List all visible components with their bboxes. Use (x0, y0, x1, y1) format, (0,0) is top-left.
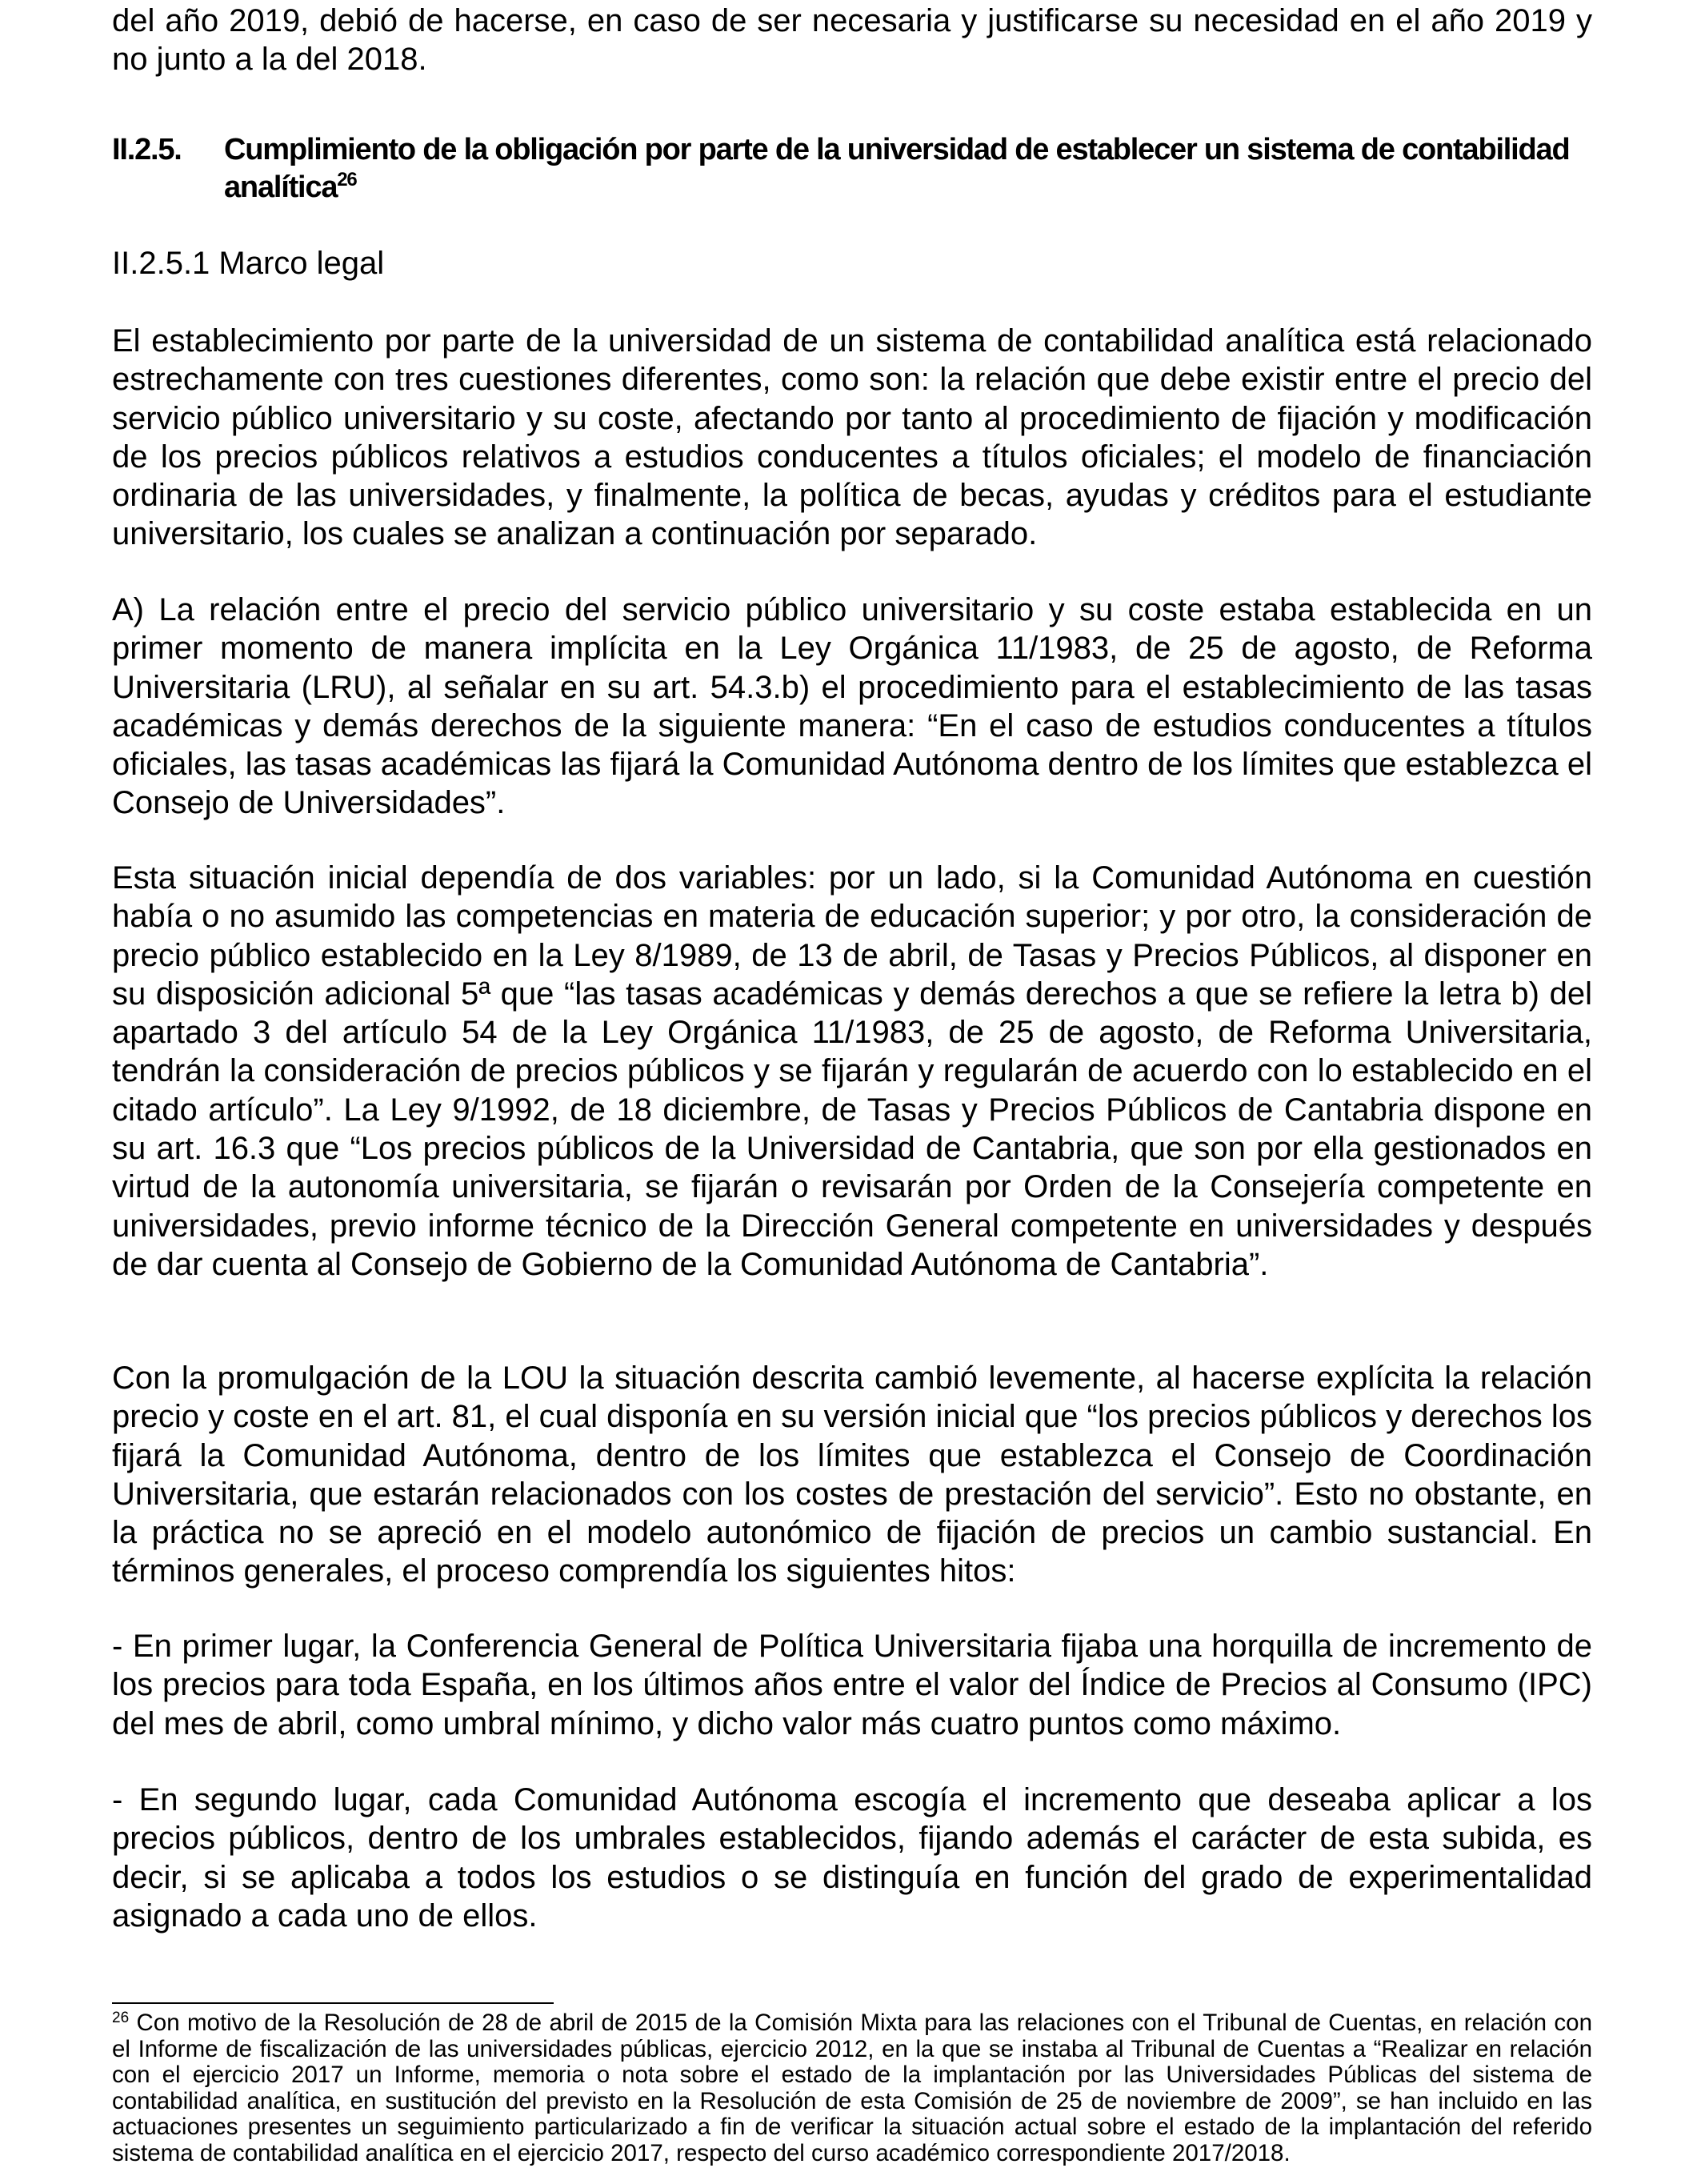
footnote-separator (112, 2002, 554, 2004)
paragraph-lou: Con la promulgación de la LOU la situación descrita cambió levemente, al hacerse explícita la relación precio y coste en el art. 81, el cual disponía en su versión inicial que “los precios públicos y derechos los fijará la Comunidad Autónoma, dentro de los límites que establezca el Consejo de Coordinación Universitaria, que estarán relacionados con los costes de prestación del servicio”. Esto no obstante, en la práctica no se apreció en el modelo autonómico de fijación de precios un cambio sustancial. En términos generales, el proceso comprendía los siguientes hitos: (112, 1360, 1592, 1589)
list-item-second: - En segundo lugar, cada Comunidad Autónoma escogía el incremento que deseaba aplicar a los precios públicos, dentro de los umbrales establecidos, fijando además el carácter de esta subida, es decir, si se aplicaba a todos los estudios o se distinguía en función del grado de experimentalidad asignado a cada uno de ellos. (112, 1782, 1592, 1934)
subsection-title: II.2.5.1 Marco legal (112, 246, 385, 281)
footnote-reference[interactable]: 26 (337, 169, 357, 190)
footnote-text: Con motivo de la Resolución de 28 de abril de 2015 de la Comisión Mixta para las relaciones con el Tribunal de Cuentas, en relación con el Informe de fiscalización de las universidades públicas, ejercicio 2012, en la que se instaba al Tribunal de Cuentas a “Realizar en relación con el ejercicio 2017 un Informe, memoria o nota sobre el estado de la implantación por las Universidades Públicas del sistema de contabilidad analítica, en sustitución del previsto en la Resolución de esta Comisión de 25 de noviembre de 2009”, se han incluido en las actuaciones presentes un seguimiento particularizado a fin de verificar la situación actual sobre el estado de la implantación del referido sistema de contabilidad analítica en el ejercicio 2017, respecto del curso académico correspondiente 2017/2018. (112, 2010, 1592, 2166)
paragraph-initial-situation: Esta situación inicial dependía de dos variables: por un lado, si la Comunidad Autónoma en cuestión había o no asumido las competencias en materia de educación superior; y por otro, la consideración de precio público establecido en la Ley 8/1989, de 13 de abril, de Tasas y Precios Públicos, al disponer en su disposición adicional 5ª que “las tasas académicas y demás derechos a que se refiere la letra b) del apartado 3 del artículo 54 de la Ley Orgánica 11/1983, de 25 de agosto, de Reforma Universitaria, tendrán la consideración de precios públicos y se fijarán y regularán de acuerdo con lo establecido en el citado artículo”. La Ley 9/1992, de 18 diciembre, de Tasas y Precios Públicos de Cantabria dispone en su art. 16.3 que “Los precios públicos de la Universidad de Cantabria, que son por ella gestionados en virtud de la autonomía universitaria, se fijarán o revisarán por Orden de la Consejería competente en universidades, previo informe técnico de la Dirección General competente en universidades y después de dar cuenta al Consejo de Gobierno de la Comunidad Autónoma de Cantabria”. (112, 860, 1592, 1282)
section-title-wrapper (224, 131, 1592, 206)
footnote-number: 26 (112, 2010, 130, 2026)
intro-paragraph: del año 2019, debió de hacerse, en caso de ser necesaria y justificarse su necesidad en el año 2019 y no junto a la del 2018. (112, 3, 1592, 78)
paragraph-intro-analytics: El establecimiento por parte de la universidad de un sistema de contabilidad analítica está relacionado estrechamente con tres cuestiones diferentes, como son: la relación que debe existir entre el precio del servicio público universitario y su coste, afectando por tanto al procedimiento de fijación y modificación de los precios públicos relativos a estudios conducentes a títulos oficiales; el modelo de financiación ordinaria de las universidades, y finalmente, la política de becas, ayudas y créditos para el estudiante universitario, los cuales se analizan a continuación por separado. (112, 323, 1592, 552)
paragraph-a-lru: A) La relación entre el precio del servicio público universitario y su coste estaba establecida en un primer momento de manera implícita en la Ley Orgánica 11/1983, de 25 de agosto, de Reforma Universitaria (LRU), al señalar en su art. 54.3.b) el procedimiento para el establecimiento de las tasas académicas y demás derechos de la siguiente manera: “En el caso de estudios conducentes a títulos oficiales, las tasas académicas las fijará la Comunidad Autónoma dentro de los límites que establezca el Consejo de Universidades”. (112, 592, 1592, 821)
section-title: Cumplimiento de la obligación por parte de la universidad de establecer un sistema de contabilidad analítica (224, 133, 1570, 204)
footnote (112, 2010, 1592, 2166)
section-number: II.2.5. (112, 133, 182, 166)
list-item-first: - En primer lugar, la Conferencia General de Política Universitaria fijaba una horquilla de incremento de los precios para toda España, en los últimos años entre el valor del Índice de Precios al Consumo (IPC) del mes de abril, como umbral mínimo, y dicho valor más cuatro puntos como máximo. (112, 1629, 1592, 1741)
